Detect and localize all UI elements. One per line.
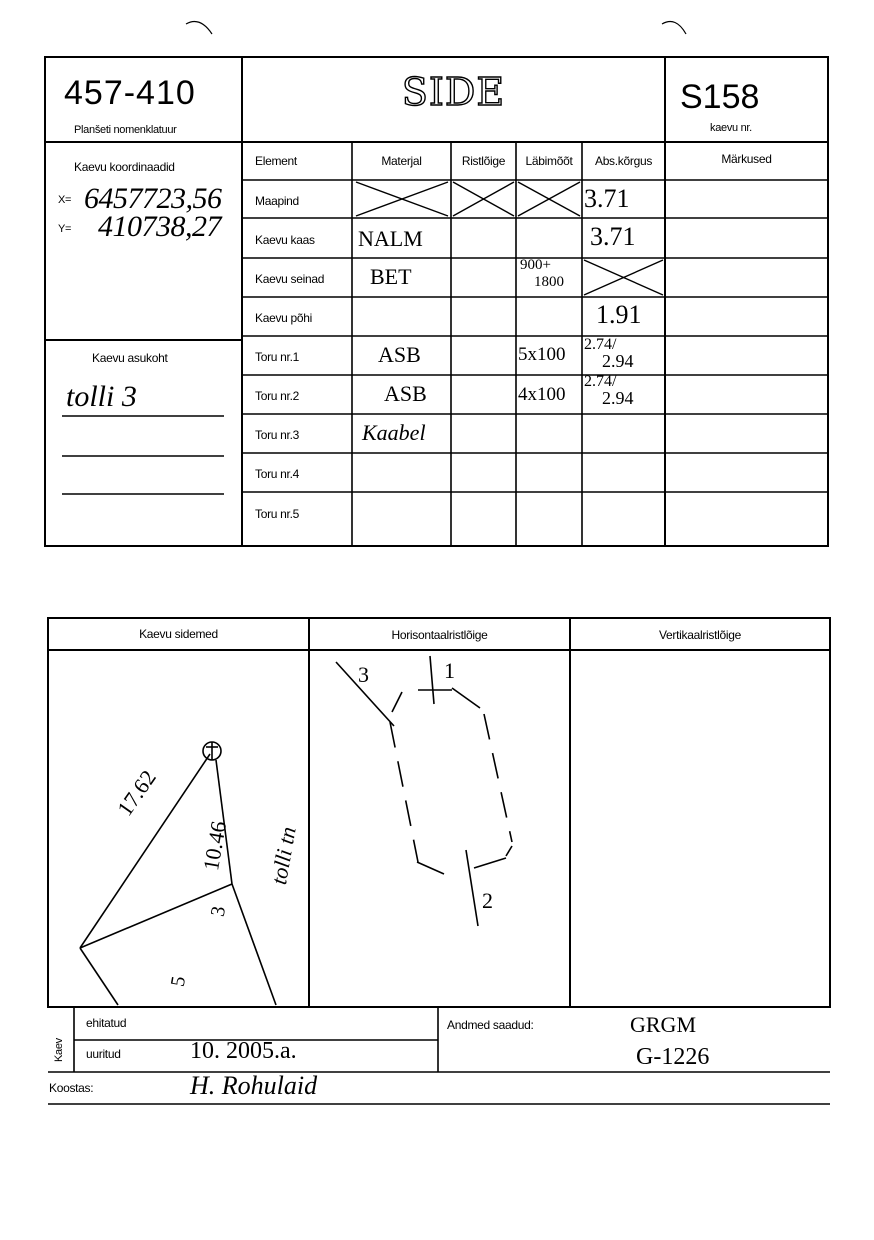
col-header-abs-height: Abs.kõrgus <box>594 154 653 168</box>
y-coordinate: 410738,27 <box>98 210 221 243</box>
toru-1-height-2: 2.94 <box>602 351 634 371</box>
compiled-label: Koostas: <box>49 1081 94 1095</box>
punch-mark-right <box>662 22 686 34</box>
location-value: tolli 3 <box>66 380 137 413</box>
bottom-form-lines <box>48 618 830 1007</box>
kaas-height: 3.71 <box>590 222 636 251</box>
maapind-height: 3.71 <box>584 184 630 213</box>
row-label-maapind: Maapind <box>255 194 299 208</box>
toru-1-material: ASB <box>378 342 421 367</box>
toru-3-material: Kaabel <box>362 420 426 445</box>
y-prefix: Y= <box>58 223 72 235</box>
toru-2-height-2: 2.94 <box>602 388 634 408</box>
row-label-kaevu-pohi: Kaevu põhi <box>255 311 313 325</box>
data-source-1: GRGM <box>630 1012 697 1037</box>
data-source-2: G-1226 <box>636 1044 710 1070</box>
col-header-section: Ristlõige <box>461 154 506 168</box>
well-label: kaevu nr. <box>710 122 752 134</box>
page-title: SIDE <box>401 70 506 114</box>
built-label: ehitatud <box>86 1016 127 1030</box>
kaas-material: NALM <box>358 226 423 251</box>
tie-distance-2: 10.46 <box>198 819 232 873</box>
plan-label: Planšeti nomenklatuur <box>74 124 177 136</box>
tie-distance-1: 17.62 <box>112 765 161 821</box>
row-label-toru-5: Toru nr.5 <box>255 507 299 521</box>
pipe-label-3: 3 <box>358 662 369 687</box>
kaev-label: Kaev <box>53 1038 65 1062</box>
col-header-material: Materjal <box>381 154 422 168</box>
seinad-diameter-1: 900+ <box>520 257 551 273</box>
surveyed-value: 10. 2005.a. <box>190 1038 297 1064</box>
pohi-height: 1.91 <box>596 300 642 329</box>
section-header-vertical: Vertikaalristlõige <box>659 628 741 642</box>
row-label-toru-4: Toru nr.4 <box>255 467 299 481</box>
location-label: Kaevu asukoht <box>92 351 168 365</box>
street-label: tolli tn <box>266 824 301 887</box>
col-header-element: Element <box>255 154 297 168</box>
well-number: S158 <box>680 78 760 116</box>
row-label-toru-1: Toru nr.1 <box>255 350 299 364</box>
pipe-label-2: 2 <box>482 888 493 913</box>
seinad-diameter-2: 1800 <box>534 274 564 290</box>
section-header-ties: Kaevu sidemed <box>139 627 218 641</box>
horizontal-section-sketch <box>336 656 512 926</box>
toru-2-material: ASB <box>384 381 427 406</box>
col-header-diameter: Läbimõõt <box>525 154 573 168</box>
x-coordinate: 6457723,56 <box>84 182 222 215</box>
tie-point-5: 5 <box>166 974 191 989</box>
row-label-kaevu-seinad: Kaevu seinad <box>255 272 325 286</box>
data-source-label: Andmed saadud: <box>447 1018 534 1032</box>
toru-2-height-1: 2.74/ <box>584 373 617 390</box>
punch-mark-left <box>186 22 212 34</box>
x-prefix: X= <box>58 194 72 206</box>
toru-1-diameter: 5x100 <box>518 344 566 365</box>
seinad-material: BET <box>370 264 412 289</box>
surveyed-label: uuritud <box>86 1047 121 1061</box>
toru-2-diameter: 4x100 <box>518 384 566 405</box>
ties-sketch <box>80 742 276 1005</box>
row-label-toru-3: Toru nr.3 <box>255 428 299 442</box>
coordinates-label: Kaevu koordinaadid <box>74 160 175 174</box>
col-header-notes: Märkused <box>721 152 772 166</box>
section-header-horizontal: Horisontaalristlõige <box>391 628 488 642</box>
tie-point-3: 3 <box>206 904 231 919</box>
footer-lines <box>48 1007 830 1104</box>
toru-1-height-1: 2.74/ <box>584 336 617 353</box>
row-label-kaevu-kaas: Kaevu kaas <box>255 233 315 247</box>
plan-number: 457-410 <box>64 74 196 112</box>
compiled-value: H. Rohulaid <box>190 1071 318 1100</box>
pipe-label-1: 1 <box>444 658 455 683</box>
row-label-toru-2: Toru nr.2 <box>255 389 299 403</box>
